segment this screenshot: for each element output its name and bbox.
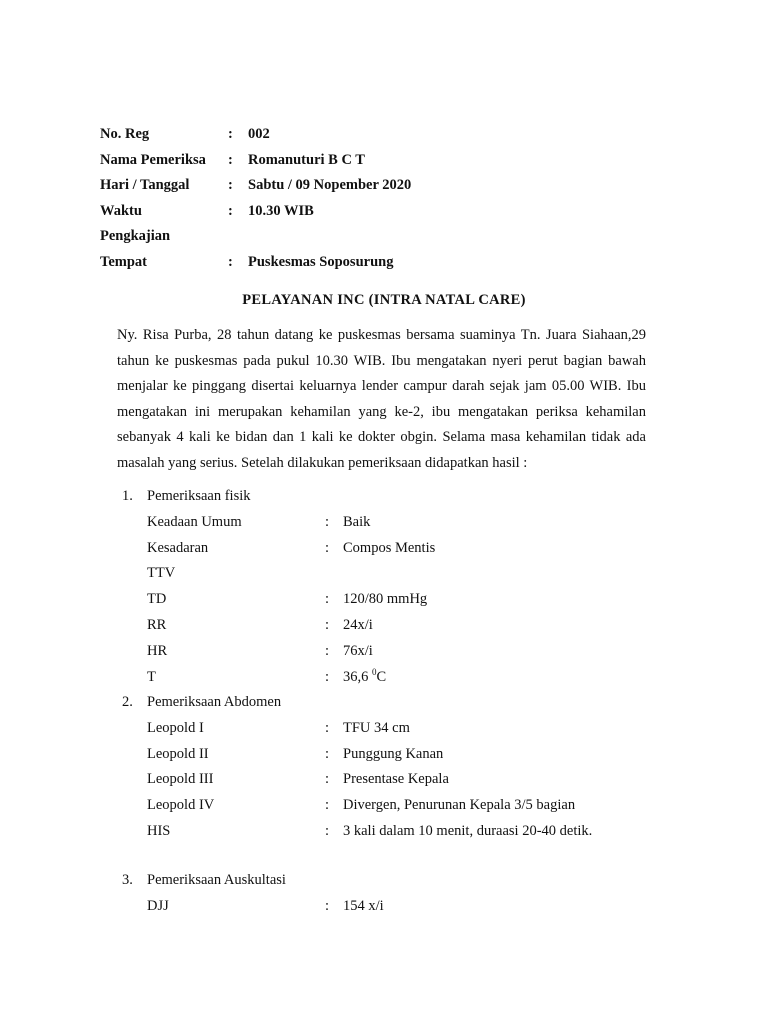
- colon: :: [325, 513, 330, 530]
- tanggal-label: Hari / Tanggal: [100, 177, 190, 193]
- colon: :: [325, 797, 330, 814]
- item-value: 3 kali dalam 10 menit, duraasi 20-40 detik.: [343, 822, 593, 839]
- colon: [325, 561, 343, 587]
- item-key: TTV: [147, 565, 176, 582]
- section-pemeriksaan-fisik: [122, 484, 682, 690]
- item-value: Punggung Kanan: [343, 745, 444, 762]
- colon: :: [228, 177, 233, 193]
- colon: :: [325, 822, 330, 839]
- tempat-value: Puskesmas Soposurung: [248, 253, 394, 270]
- item-value: 154 x/i: [343, 897, 384, 914]
- item-key: Kesadaran: [147, 539, 209, 556]
- colon: :: [325, 539, 330, 556]
- colon: :: [228, 202, 233, 219]
- registration-header: [100, 122, 700, 275]
- tempat-row: [100, 250, 700, 276]
- intro-paragraph: Ny. Risa Purba, 28 tahun datang ke puskesmas bersama suaminya Tn. Juara Siahaan,29 tahun ke puskesmas pada pukul 10.30 WIB. Ibu mengatakan nyeri perut bagian bawah menjalar ke pinggang disertai keluarnya lender campur darah sejak jam 05.00 WIB. Ibu mengatakan ini merupakan kehamilan yang ke-2, ibu mengatakan periksa kehamilan sebanyak 4 kali ke bidan dan 1 kali ke dokter obgin. Selama masa kehamilan tidak ada masalah yang serius. Setelah dilakukan pemeriksaan didapatkan hasil :: [117, 327, 646, 471]
- section-heading: [122, 868, 682, 894]
- section-pemeriksaan-auskultasi: [122, 868, 682, 920]
- item-value: 76x/i: [343, 642, 373, 659]
- colon: :: [228, 151, 233, 168]
- item-key: RR: [147, 616, 167, 633]
- item-key: Keadaan Umum: [147, 513, 242, 530]
- colon: :: [325, 897, 330, 914]
- waktu-label-line2: Pengkajian: [100, 228, 171, 244]
- section-title: Pemeriksaan fisik: [147, 488, 251, 504]
- list-item: [122, 639, 682, 665]
- no-reg-label: No. Reg: [100, 126, 150, 142]
- degree-superscript: 0: [372, 666, 377, 677]
- list-item: [122, 536, 682, 562]
- tempat-label: Tempat: [100, 253, 147, 270]
- item-value: Compos Mentis: [343, 539, 436, 556]
- tanggal-row: [100, 173, 700, 199]
- section-pemeriksaan-abdomen: [122, 690, 682, 845]
- list-item: [122, 561, 682, 587]
- item-value: Presentase Kepala: [343, 771, 449, 788]
- item-key: HIS: [147, 822, 171, 839]
- temperature-unit: C: [376, 668, 387, 685]
- colon: :: [325, 591, 330, 608]
- item-key: TD: [147, 591, 167, 608]
- list-item: [122, 767, 682, 793]
- no-reg-value: 002: [248, 126, 270, 142]
- pemeriksa-label: Nama Pemeriksa: [100, 151, 206, 168]
- item-value: 24x/i: [343, 616, 373, 633]
- document-title: PELAYANAN INC (INTRA NATAL CARE): [242, 292, 526, 308]
- item-value: Divergen, Penurunan Kepala 3/5 bagian: [343, 797, 576, 814]
- item-key: T: [147, 668, 156, 685]
- colon: :: [228, 126, 233, 142]
- section-title: Pemeriksaan Auskultasi: [147, 872, 286, 888]
- item-key: DJJ: [147, 897, 169, 914]
- list-item: [122, 716, 682, 742]
- list-item: [122, 587, 682, 613]
- waktu-row-continued: [100, 224, 700, 250]
- section-number: 1.: [122, 488, 133, 504]
- colon: :: [228, 253, 233, 270]
- list-item: [122, 742, 682, 768]
- colon: :: [325, 668, 330, 685]
- waktu-row: [100, 199, 700, 225]
- item-key: Leopold IV: [147, 797, 215, 814]
- item-value: TFU 34 cm: [343, 719, 410, 736]
- colon: :: [325, 616, 330, 633]
- item-key: HR: [147, 642, 168, 659]
- list-item: [122, 665, 682, 691]
- section-number: 2.: [122, 694, 133, 710]
- pemeriksa-row: [100, 148, 700, 174]
- section-title: Pemeriksaan Abdomen: [147, 694, 282, 710]
- section-heading: [122, 484, 682, 510]
- section-heading: [122, 690, 682, 716]
- list-item: [122, 793, 682, 819]
- waktu-label-line1: Waktu: [100, 202, 142, 219]
- colon: :: [325, 642, 330, 659]
- item-value: [343, 665, 682, 691]
- item-value: [343, 561, 682, 587]
- item-value: Baik: [343, 513, 371, 530]
- section-number: 3.: [122, 872, 133, 888]
- temperature-value: 36,6: [343, 668, 372, 685]
- colon: :: [325, 719, 330, 736]
- waktu-value: 10.30 WIB: [248, 202, 314, 219]
- colon: :: [325, 771, 330, 788]
- no-reg-row: [100, 122, 700, 148]
- list-item: [122, 894, 682, 920]
- list-item: [122, 510, 682, 536]
- item-value: 120/80 mmHg: [343, 591, 428, 608]
- item-key: Leopold II: [147, 745, 209, 762]
- list-item: [122, 613, 682, 639]
- pemeriksa-value: Romanuturi B C T: [248, 151, 365, 168]
- item-key: Leopold III: [147, 771, 214, 788]
- colon: :: [325, 745, 330, 762]
- list-item: [122, 819, 682, 845]
- tanggal-value: Sabtu / 09 Nopember 2020: [248, 177, 412, 193]
- item-key: Leopold I: [147, 719, 204, 736]
